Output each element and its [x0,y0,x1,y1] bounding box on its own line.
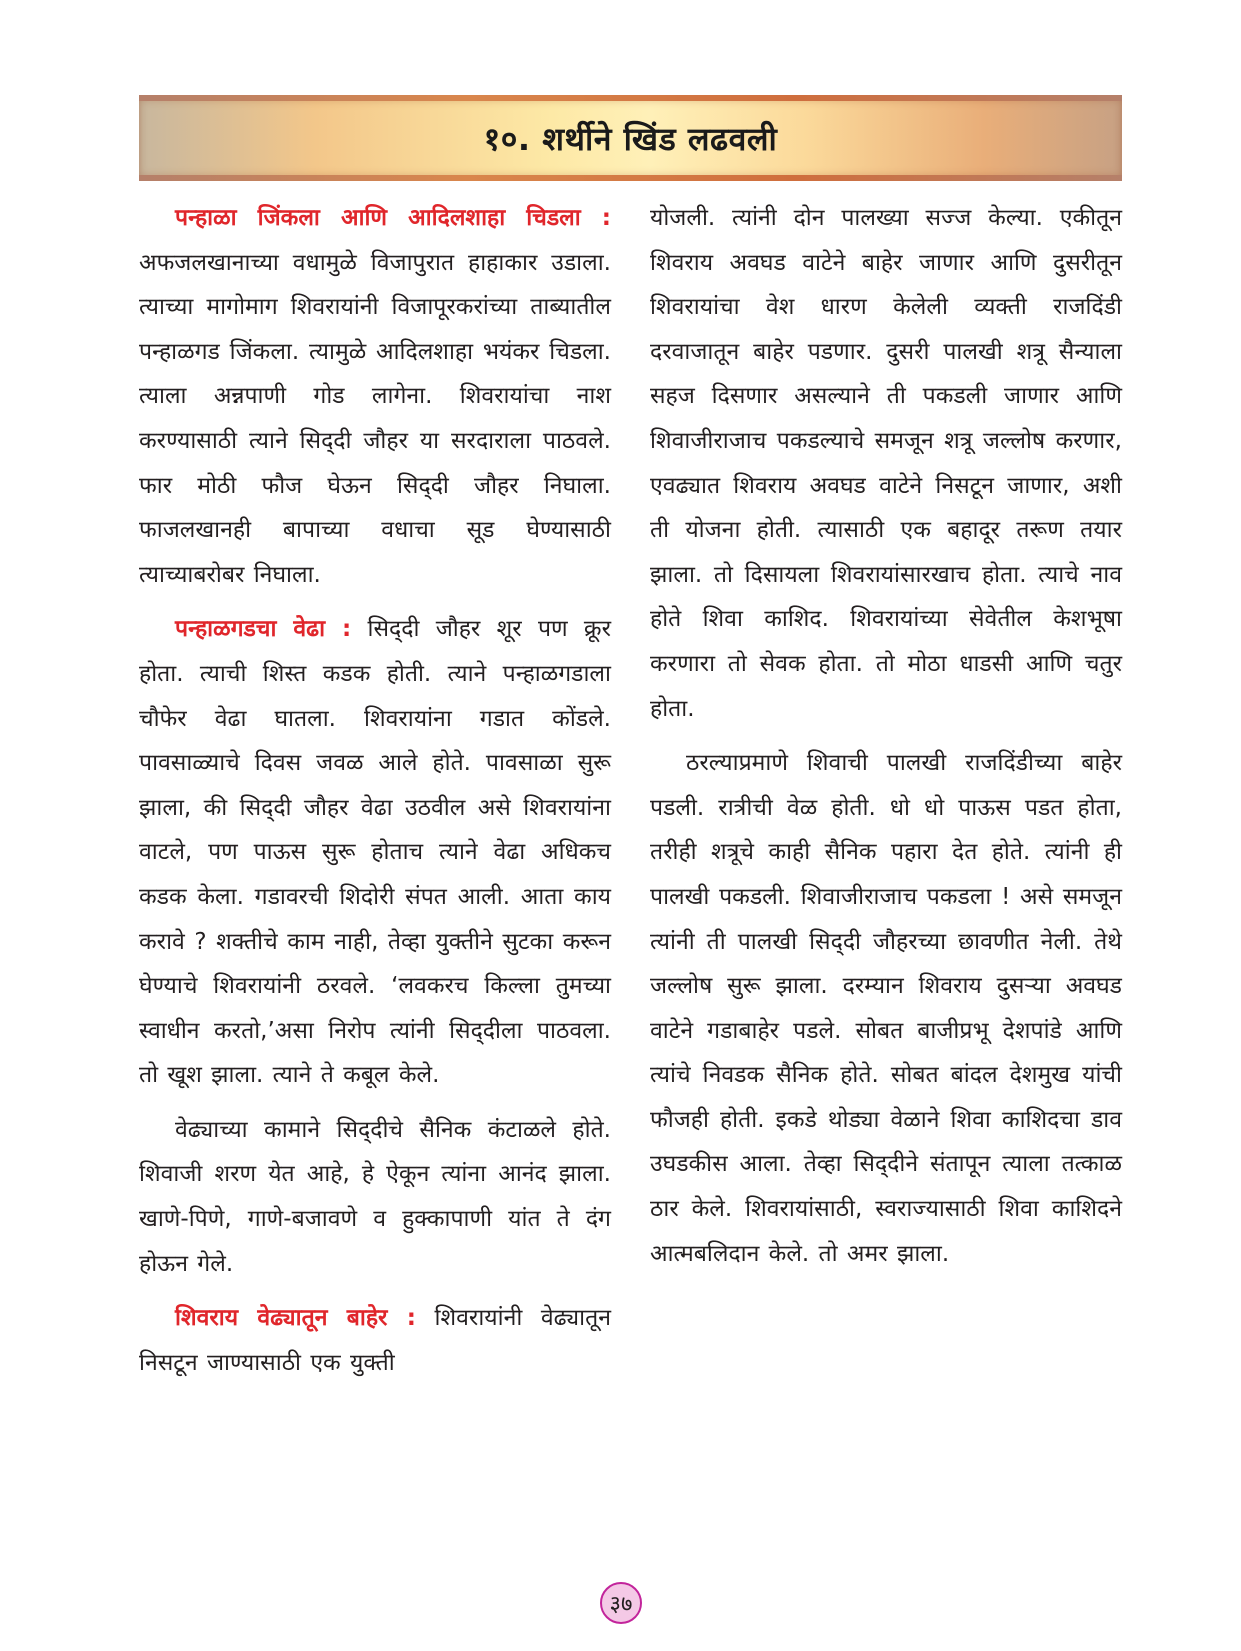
paragraph [650,741,1122,1276]
paragraph-text: वेढ्याच्या कामाने सिद्‌दीचे सैनिक कंटाळले होते. शिवाजी शरण येत आहे, हे ऐकून त्यांना आनंद झाला. खाणे-पिणे, गाणे-बजावणे व हुक्कापाणी यांत ते दंग होऊन गेले. [139,1116,611,1277]
section-heading: पन्हाळा जिंकला आणि आदिलशाहा चिडला : [175,205,611,231]
right-column [650,196,1122,1286]
paragraph [139,1108,611,1286]
paragraph [139,196,611,597]
paragraph-text: ठरल्याप्रमाणे शिवाची पालखी राजदिंडीच्या बाहेर पडली. रात्रीची वेळ होती. धो धो पाऊस पडत होता, तरीही शत्रूचे काही सैनिक पहारा देत होते. त्यांनी ही पालखी पकडली. शिवाजीराजाच पकडला ! असे समजून त्यांनी ती पालखी सिद्‌दी जौहरच्या छावणीत नेली. तेथे जल्लोष सुरू झाला. दरम्यान शिवराय दुसऱ्या अवघड वाटेने गडाबाहेर पडले. सोबत बाजीप्रभू देशपांडे आणि त्यांचे निवडक सैनिक होते. सोबत बांदल देशमुख यांची फौजही होती. इकडे थोड्या वेळाने शिवा काशिदचा डाव उघडकीस आला. तेव्हा सिद्‌दीने संतापून त्याला तत्काळ ठार केले. शिवरायांसाठी, स्वराज्यासाठी शिवा काशिदने आत्मबलिदान केले. तो अमर झाला. [650,750,1122,1267]
paragraph-text: अफजलखानाच्या वधामुळे विजापुरात हाहाकार उडाला. त्याच्या मागोमाग शिवरायांनी विजापूरकरांच्या ताब्यातील पन्हाळगड जिंकला. त्यामुळे आदिलशाहा भयंकर चिडला. त्याला अन्नपाणी गोड लागेना. शिवरायांचा नाश करण्यासाठी त्याने सिद्‌दी जौहर या सरदाराला पाठवले. फार मोठी फौज घेऊन सिद्‌दी जौहर निघाला. फाजलखानही बापाच्या वधाचा सूड घेण्यासाठी त्याच्याबरोबर निघाला. [139,249,611,588]
banner-bottom-border [139,175,1122,181]
page-number: ३७ [600,1582,642,1624]
chapter-title-banner [139,95,1122,181]
section-heading: शिवराय वेढ्यातून बाहेर : [175,1305,416,1332]
paragraph [139,607,611,1098]
left-column [139,196,611,1395]
paragraph [139,1296,611,1385]
section-heading: पन्हाळगडचा वेढा : [175,616,352,643]
paragraph-text: योजली. त्यांनी दोन पालख्या सज्ज केल्या. एकीतून शिवराय अवघड वाटेने बाहेर जाणार आणि दुसरीतून शिवरायांचा वेश धारण केलेली व्यक्ती राजदिंडी दरवाजातून बाहेर पडणार. दुसरी पालखी शत्रू सैन्याला सहज दिसणार असल्याने ती पकडली जाणार आणि शिवाजीराजाच पकडल्याचे समजून शत्रू जल्लोष करणार, एवढ्यात शिवराय अवघड वाटेने निसटून जाणार, अशी ती योजना होती. त्यासाठी एक बहादूर तरूण तयार झाला. तो दिसायला शिवरायांसारखाच होता. त्याचे नाव होते शिवा काशिद. शिवरायांच्या सेवेतील केशभूषा करणारा तो सेवक होता. तो मोठा धाडसी आणि चतुर होता. [650,205,1122,722]
banner-top-border [139,95,1122,101]
chapter-title: १०. शर्थीने खिंड लढवली [483,120,778,158]
paragraph-text: शिवरायांनी वेढ्यातून निसटून जाण्यासाठी एक युक्ती [139,1305,611,1376]
paragraph [650,196,1122,731]
paragraph-text: सिद्‌दी जौहर शूर पण क्रूर होता. त्याची शिस्त कडक होती. त्याने पन्हाळगडाला चौफेर वेढा घातला. शिवरायांना गडात कोंडले. पावसाळ्याचे दिवस जवळ आले होते. पावसाळा सुरू झाला, की सिद्‌दी जौहर वेढा उठवील असे शिवरायांना वाटले, पण पाऊस सुरू होताच त्याने वेढा अधिकच कडक केला. गडावरची शिदोरी संपत आली. आता काय करावे ? शक्तीचे काम नाही, तेव्हा युक्तीने सुटका करून घेण्याचे शिवरायांनी ठरवले. ‘लवकरच किल्ला तुमच्या स्वाधीन करतो,’असा निरोप त्यांनी सिद्‌दीला पाठवला. तो खूश झाला. त्याने ते कबूल केले. [139,616,611,1089]
